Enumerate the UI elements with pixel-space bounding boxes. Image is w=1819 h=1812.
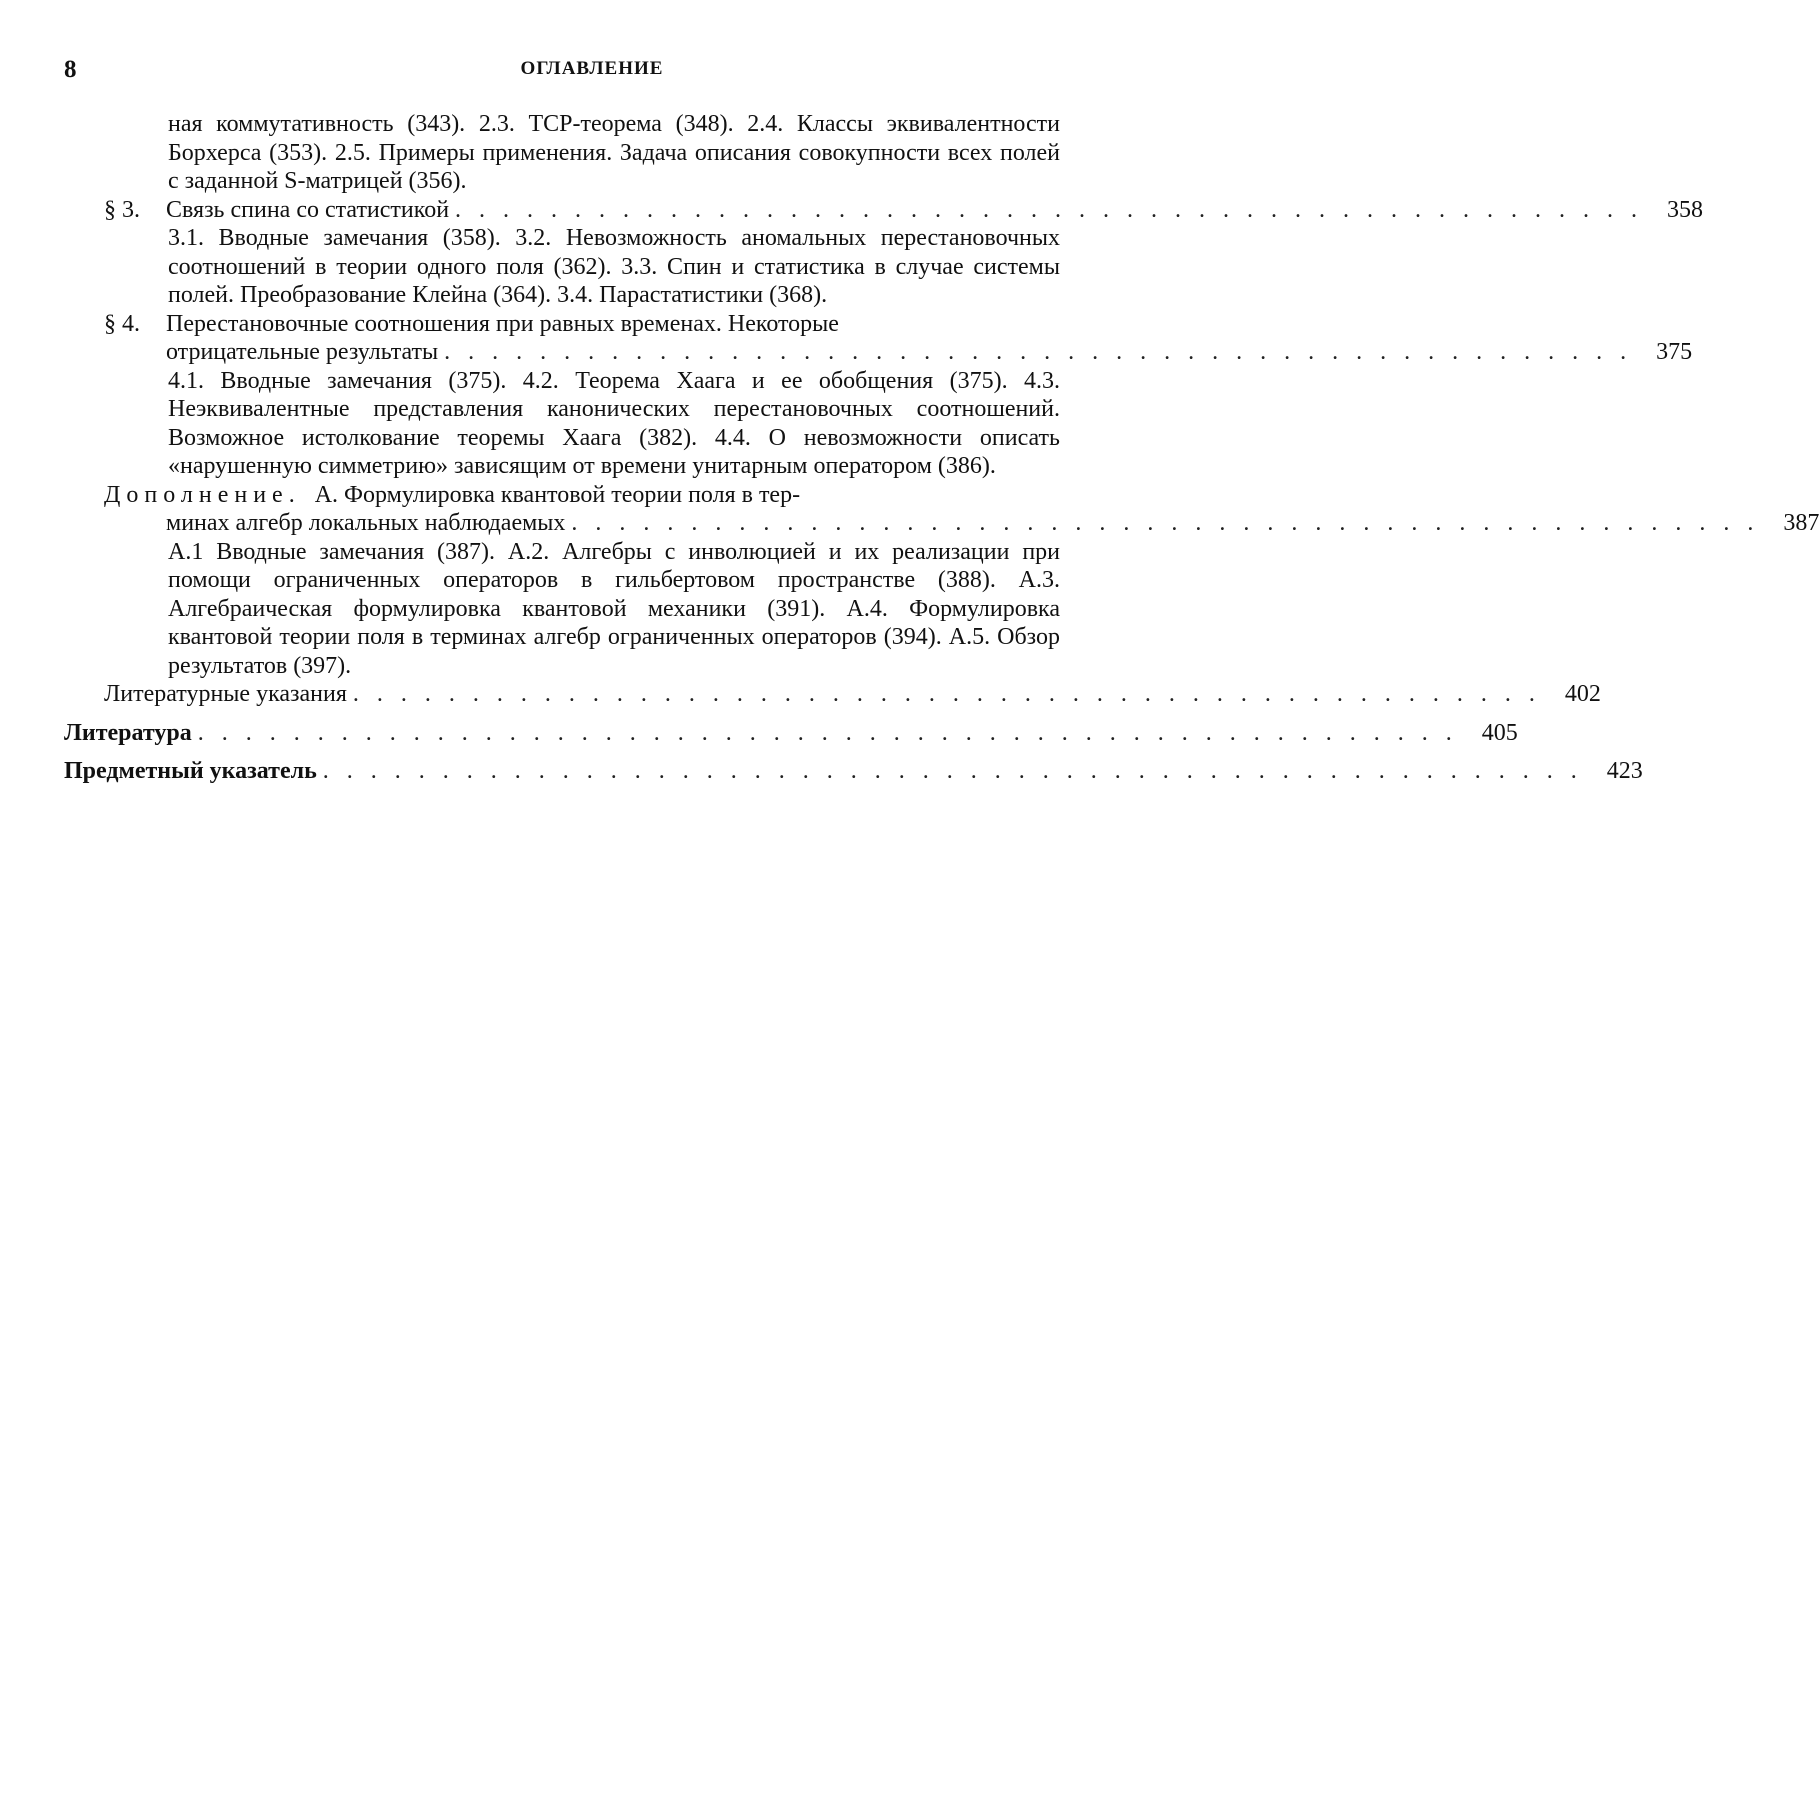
dot-leader: . . . . . . . . . . . . . . . . . . . . . . . . . . . . . . . . . . . . . . . . . . . . . . . . . . — [455, 196, 1644, 223]
toc-entry-bibliographic-notes[interactable] — [64, 680, 1601, 709]
addendum-title-line-2: минах алгебр локальных наблюдаемых — [166, 510, 566, 536]
page-reference: 405 — [1481, 719, 1518, 746]
toc-entry-line — [64, 509, 1819, 538]
dot-leader: . . . . . . . . . . . . . . . . . . . . . . . . . . . . . . . . . . . . . . . . . . . . . . . . . . . . . — [322, 758, 1583, 784]
toc-entry-line — [64, 481, 1120, 510]
toc-entry-line — [64, 310, 1120, 339]
toc-entry-line — [64, 196, 1704, 225]
section-label: § 3. — [104, 196, 140, 223]
toc-entry-subject-index[interactable] — [64, 757, 1643, 786]
page-reference: 387 — [1783, 510, 1819, 536]
dot-leader: . . . . . . . . . . . . . . . . . . . . . . . . . . . . . . . . . . . . . . . . . . . . . . . . . . . . . — [197, 719, 1458, 746]
toc-entry-line — [64, 338, 1693, 367]
dot-leader: . . . . . . . . . . . . . . . . . . . . . . . . . . . . . . . . . . . . . . . . . . . . . . . . . . — [352, 681, 1541, 707]
page-reference: 375 — [1656, 339, 1693, 365]
toc-entry-line — [64, 680, 1601, 709]
entry-title: Предметный указатель — [64, 758, 317, 784]
toc-entry-section-4[interactable] — [64, 310, 1693, 481]
toc-entry-literature[interactable] — [64, 719, 1518, 748]
section-label: § 4. — [104, 310, 140, 337]
toc-continuation-text: ная коммутативность (343). 2.3. TCP-теорема (348). 2.4. Классы эквивалентности Борхерса (353). 2.5. Примеры применения. Задача описания совокупности всех полей с заданной S-матрицей (356). — [168, 111, 1060, 194]
page-reference: 423 — [1606, 758, 1643, 784]
section-summary: 3.1. Вводные замечания (358). 3.2. Невозможность аномальных перестановочных соотношений в теории одного поля (362). 3.3. Спин и статистика в случае системы полей. Преобразование Клейна (364). 3.4. Парастатистики (368). — [168, 225, 1060, 308]
toc-entry-line — [64, 719, 1518, 748]
running-head-title: ОГЛАВЛЕНИЕ — [520, 58, 664, 79]
table-of-contents — [64, 110, 1819, 786]
dot-leader: . . . . . . . . . . . . . . . . . . . . . . . . . . . . . . . . . . . . . . . . . . . . . . . . . . — [571, 510, 1760, 536]
page-number: 8 — [64, 56, 77, 83]
toc-entry-addendum[interactable] — [64, 481, 1819, 681]
section-summary: 4.1. Вводные замечания (375). 4.2. Теорема Хаага и ее обобщения (375). 4.3. Неэквивалентные представления канонических перестановочных соотношений. Возможное истолкование теоремы Хаага (382). 4.4. О невозможности описать «нарушенную симметрию» зависящим от времени унитарным оператором (386). — [168, 367, 1060, 479]
section-title-line-2: отрицательные результаты — [166, 339, 439, 365]
section-title: Связь спина со статистикой — [166, 196, 450, 223]
addendum-label: Дополнение. — [104, 481, 301, 508]
toc-entry-line — [64, 757, 1643, 786]
addendum-title-line-1: А. Формулировка квантовой теории поля в тер- — [314, 481, 801, 508]
page-reference: 402 — [1564, 681, 1601, 707]
entry-title: Литературные указания — [104, 681, 347, 707]
running-head — [64, 56, 1120, 86]
section-title-line-1: Перестановочные соотношения при равных временах. Некоторые — [166, 310, 839, 337]
page-reference: 358 — [1667, 196, 1704, 223]
dot-leader: . . . . . . . . . . . . . . . . . . . . . . . . . . . . . . . . . . . . . . . . . . . . . . . . . . — [444, 339, 1633, 365]
addendum-summary: А.1 Вводные замечания (387). А.2. Алгебры с инволюцией и их реализации при помощи ограниченных операторов в гильбертовом пространстве (388). А.3. Алгебраическая формулировка квантовой механики (391). А.4. Формулировка квантовой теории поля в терминах алгебр ограниченных операторов (394). А.5. Обзор результатов (397). — [168, 538, 1060, 679]
toc-entry-section-3[interactable] — [64, 196, 1704, 310]
entry-title: Литература — [64, 719, 192, 746]
